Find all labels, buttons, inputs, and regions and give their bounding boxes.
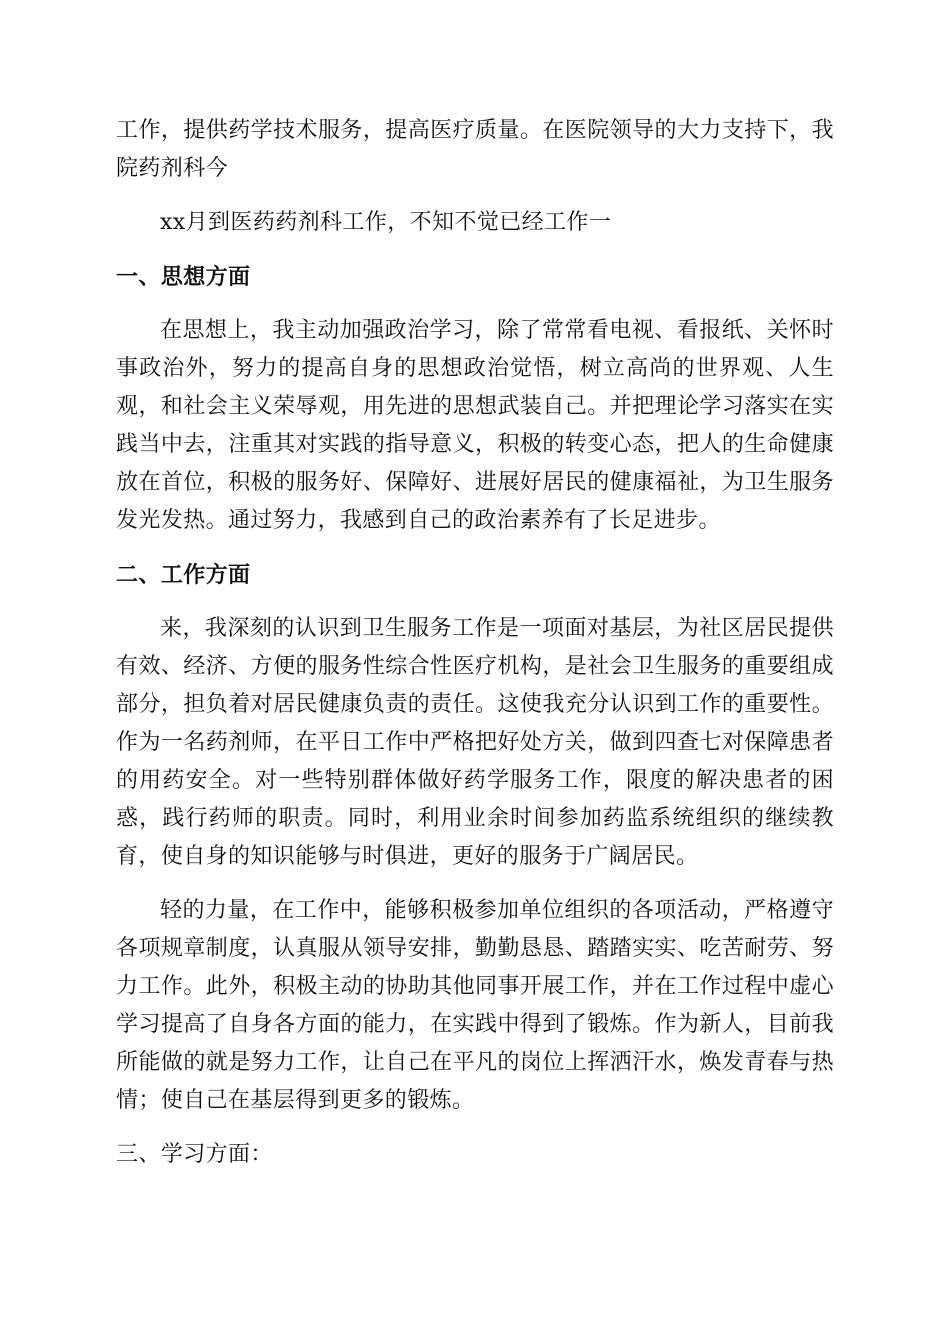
intro-line: xx月到医药药剂科工作，不知不觉已经工作一 xyxy=(160,210,612,235)
section-heading-thought: 一、思想方面 xyxy=(116,264,251,290)
section-heading-work: 二、工作方面 xyxy=(116,562,251,588)
document-body xyxy=(116,112,834,1174)
section-paragraph-work-2: 轻的力量，在工作中，能够积极参加单位组织的各项活动，严格遵守各项规章制度，认真服从领导安排，勤勤恳恳、踏踏实实、吃苦耐劳、努力工作。此外，积极主动的协助其他同事开展工作，并在工作过程中虚心学习提高了自身各方面的能力，在实践中得到了锻炼。作为新人，目前我所能做的就是努力工作，让自己在平凡的岗位上挥洒汗水，焕发青春与热情；使自己在基层得到更多的锻炼。 xyxy=(116,898,834,1113)
section-heading-study: 三、学习方面： xyxy=(116,1142,273,1167)
section-paragraph-thought: 在思想上，我主动加强政治学习，除了常常看电视、看报纸、关怀时事政治外，努力的提高自身的思想政治觉悟，树立高尚的世界观、人生观，和社会主义荣辱观，用先进的思想武装自己。并把理论学习落实在实践当中去，注重其对实践的指导意义，积极的转变心态，把人的生命健康放在首位，积极的服务好、保障好、进展好居民的健康福祉，为卫生服务发光发热。通过努力，我感到自己的政治素养有了长足进步。 xyxy=(116,318,834,533)
intro-paragraph: 工作，提供药学技术服务，提高医疗质量。在医院领导的大力支持下，我院药剂科今 xyxy=(116,118,834,181)
section-paragraph-work-1: 来，我深刻的认识到卫生服务工作是一项面对基层，为社区居民提供有效、经济、方便的服务性综合性医疗机构，是社会卫生服务的重要组成部分，担负着对居民健康负责的责任。这使我充分认识到工作的重要性。作为一名药剂师，在平日工作中严格把好处方关，做到四查七对保障患者的用药安全。对一些特别群体做好药学服务工作，限度的解决患者的困惑，践行药师的职责。同时，利用业余时间参加药监系统组织的继续教育，使自身的知识能够与时俱进，更好的服务于广阔居民。 xyxy=(116,616,834,869)
